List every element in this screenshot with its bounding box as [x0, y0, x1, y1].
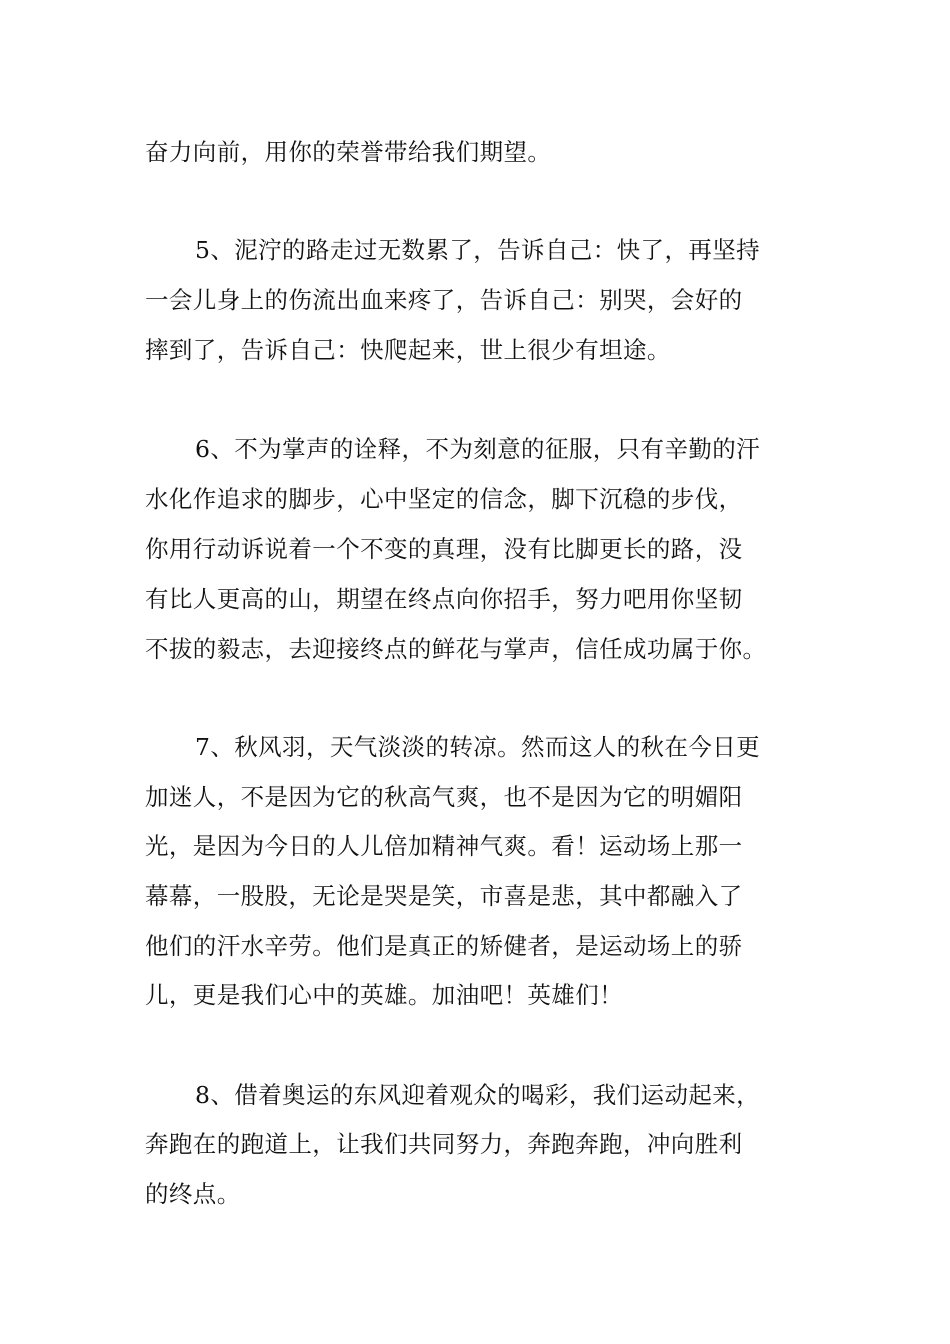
paragraph-line: 奋力向前，用你的荣誉带给我们期望。	[145, 138, 552, 166]
paragraph-8-line: 奔跑在的跑道上，让我们共同努力，奔跑奔跑，冲向胜利	[145, 1130, 743, 1158]
paragraph-7-line: 光，是因为今日的人儿倍加精神气爽。看！运动场上那一	[145, 832, 743, 860]
paragraph-7-line: 幕幕，一股股，无论是哭是笑，市喜是悲，其中都融入了	[145, 882, 743, 910]
paragraph-6-line: 有比人更高的山，期望在终点向你招手，努力吧用你坚韧	[145, 585, 743, 613]
paragraph-8-line: 8、借着奥运的东风迎着观众的喝彩，我们运动起来，	[195, 1081, 761, 1109]
paragraph-6-line: 6、不为掌声的诠释，不为刻意的征服，只有辛勤的汗	[195, 435, 761, 463]
paragraph-6-line: 水化作追求的脚步，心中坚定的信念，脚下沉稳的步伐，	[145, 485, 743, 513]
paragraph-7-line: 他们的汗水辛劳。他们是真正的矫健者，是运动场上的骄	[145, 932, 743, 960]
paragraph-5-line: 5、泥泞的路走过无数累了，告诉自己：快了，再坚持	[195, 236, 761, 264]
paragraph-7-line: 儿，更是我们心中的英雄。加油吧！英雄们！	[145, 981, 623, 1009]
paragraph-7-line: 加迷人，不是因为它的秋高气爽，也不是因为它的明媚阳	[145, 783, 743, 811]
paragraph-6-line: 不拔的毅志，去迎接终点的鲜花与掌声，信任成功属于你。	[145, 635, 767, 663]
paragraph-5-line: 摔到了，告诉自己：快爬起来，世上很少有坦途。	[145, 336, 671, 364]
paragraph-7-line: 7、秋风羽，天气淡淡的转凉。然而这人的秋在今日更	[195, 733, 761, 761]
paragraph-5-line: 一会儿身上的伤流出血来疼了，告诉自己：别哭，会好的	[145, 286, 743, 314]
paragraph-8-line: 的终点。	[145, 1180, 241, 1208]
paragraph-6-line: 你用行动诉说着一个不变的真理，没有比脚更长的路，没	[145, 535, 743, 563]
